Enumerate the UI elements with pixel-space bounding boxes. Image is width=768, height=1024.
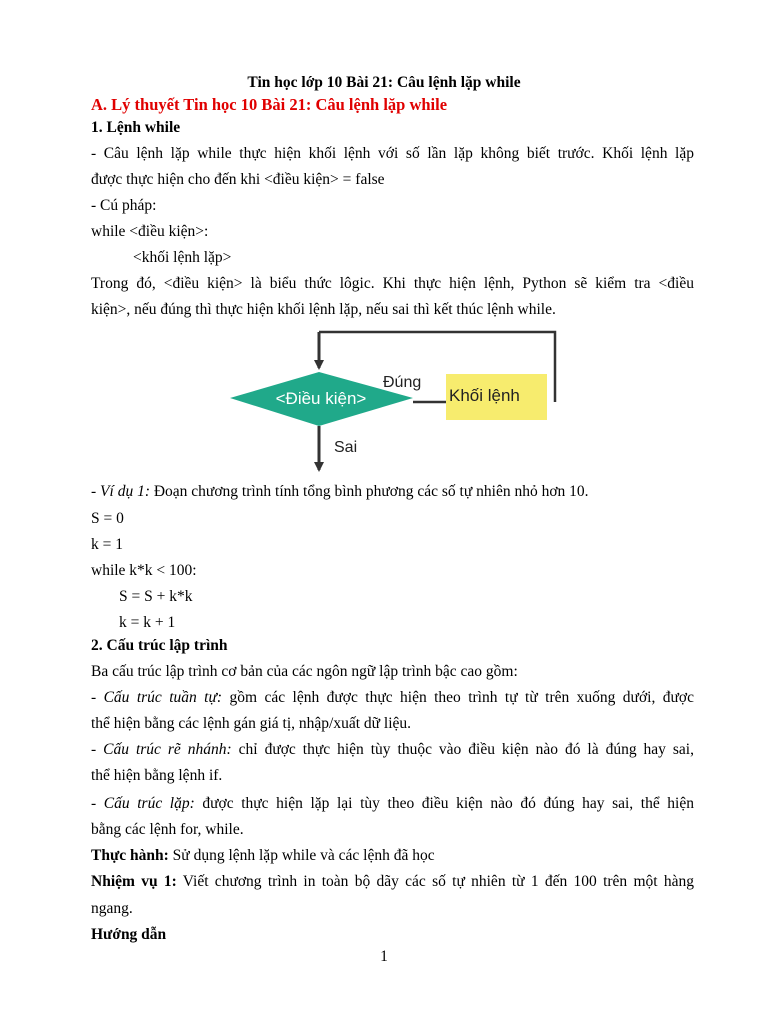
guide-heading: Hướng dẫn xyxy=(91,926,167,943)
loop-text: được thực hiện lặp lại tùy theo điều kiện nào đó đúng hay sai, thể hiện xyxy=(194,795,694,812)
task-1-label: Nhiệm vụ 1: xyxy=(91,873,177,890)
branch-label: Cấu trúc rẽ nhánh: xyxy=(103,741,232,758)
heading-while: 1. Lệnh while xyxy=(91,119,181,136)
block-label: Khối lệnh xyxy=(449,386,520,405)
loop-label: Cấu trúc lặp: xyxy=(103,795,195,812)
task-1-text: Viết chương trình in toàn bộ dãy các số tự nhiên từ 1 đến 100 trên một hàng xyxy=(176,873,694,890)
condition-label: <Điều kiện> xyxy=(275,389,367,408)
branch-line-1 xyxy=(91,740,694,760)
syntax-line-2: <khối lệnh lặp> xyxy=(133,249,232,266)
section-a-heading: A. Lý thuyết Tin học 10 Bài 21: Câu lệnh lặp while xyxy=(91,95,448,114)
branch-line-2: thể hiện bằng lệnh if. xyxy=(91,767,223,784)
paragraph-3: Ba cấu trúc lập trình cơ bản của các ngôn ngữ lập trình bậc cao gồm: xyxy=(91,663,518,680)
sequence-line-1 xyxy=(91,688,694,708)
sequence-text: gồm các lệnh được thực hiện theo trình tự từ trên xuống dưới, được xyxy=(222,689,694,706)
page-title: Tin học lớp 10 Bài 21: Câu lệnh lặp while xyxy=(247,74,521,91)
code-line-4: S = S + k*k xyxy=(119,588,193,605)
page-number: 1 xyxy=(380,948,388,965)
sequence-prefix: - xyxy=(91,689,104,706)
heading-structures: 2. Cấu trúc lập trình xyxy=(91,637,228,654)
code-line-5: k = k + 1 xyxy=(119,614,176,631)
loop-prefix: - xyxy=(91,795,104,812)
syntax-line-1: while <điều kiện>: xyxy=(91,223,209,240)
paragraph-1-line-1: - Câu lệnh lặp while thực hiện khối lệnh với số lần lặp không biết trước. Khối lệnh lặp xyxy=(91,145,694,162)
sequence-line-2: thể hiện bằng các lệnh gán giá tị, nhập/xuất dữ liệu. xyxy=(91,715,412,732)
false-label: Sai xyxy=(334,439,358,456)
paragraph-1-line-2: được thực hiện cho đến khi <điều kiện> = false xyxy=(91,171,385,188)
example-text: Đoạn chương trình tính tổng bình phương các số tự nhiên nhỏ hơn 10. xyxy=(149,483,589,500)
code-line-3: while k*k < 100: xyxy=(91,562,197,579)
code-line-1: S = 0 xyxy=(91,510,124,527)
paragraph-2-line-2: kiện>, nếu đúng thì thực hiện khối lệnh lặp, nếu sai thì kết thúc lệnh while. xyxy=(91,301,556,318)
practice-text: Sử dụng lệnh lặp while và các lệnh đã học xyxy=(168,847,435,864)
practice-line xyxy=(91,846,435,866)
true-label: Đúng xyxy=(383,374,422,391)
paragraph-2-line-1: Trong đó, <điều kiện> là biểu thức lôgic. Khi thực hiện lệnh, Python sẽ kiểm tra <điều xyxy=(91,275,694,292)
code-line-2: k = 1 xyxy=(91,536,123,553)
example-label: Ví dụ 1: xyxy=(100,483,150,500)
example-prefix: - xyxy=(91,483,101,500)
while-flowchart xyxy=(225,328,570,478)
branch-prefix: - xyxy=(91,741,104,758)
syntax-label: - Cú pháp: xyxy=(91,197,157,214)
example-1-line xyxy=(91,482,589,502)
branch-text: chỉ được thực hiện tùy thuộc vào điều kiện nào đó là đúng hay sai, xyxy=(231,741,694,758)
loop-line-2: bằng các lệnh for, while. xyxy=(91,821,244,838)
loop-line-1 xyxy=(91,794,694,814)
task-1-line-2: ngang. xyxy=(91,900,133,917)
sequence-label: Cấu trúc tuần tự: xyxy=(103,689,223,706)
practice-label: Thực hành: xyxy=(91,847,169,864)
task-1-line-1 xyxy=(91,872,694,892)
